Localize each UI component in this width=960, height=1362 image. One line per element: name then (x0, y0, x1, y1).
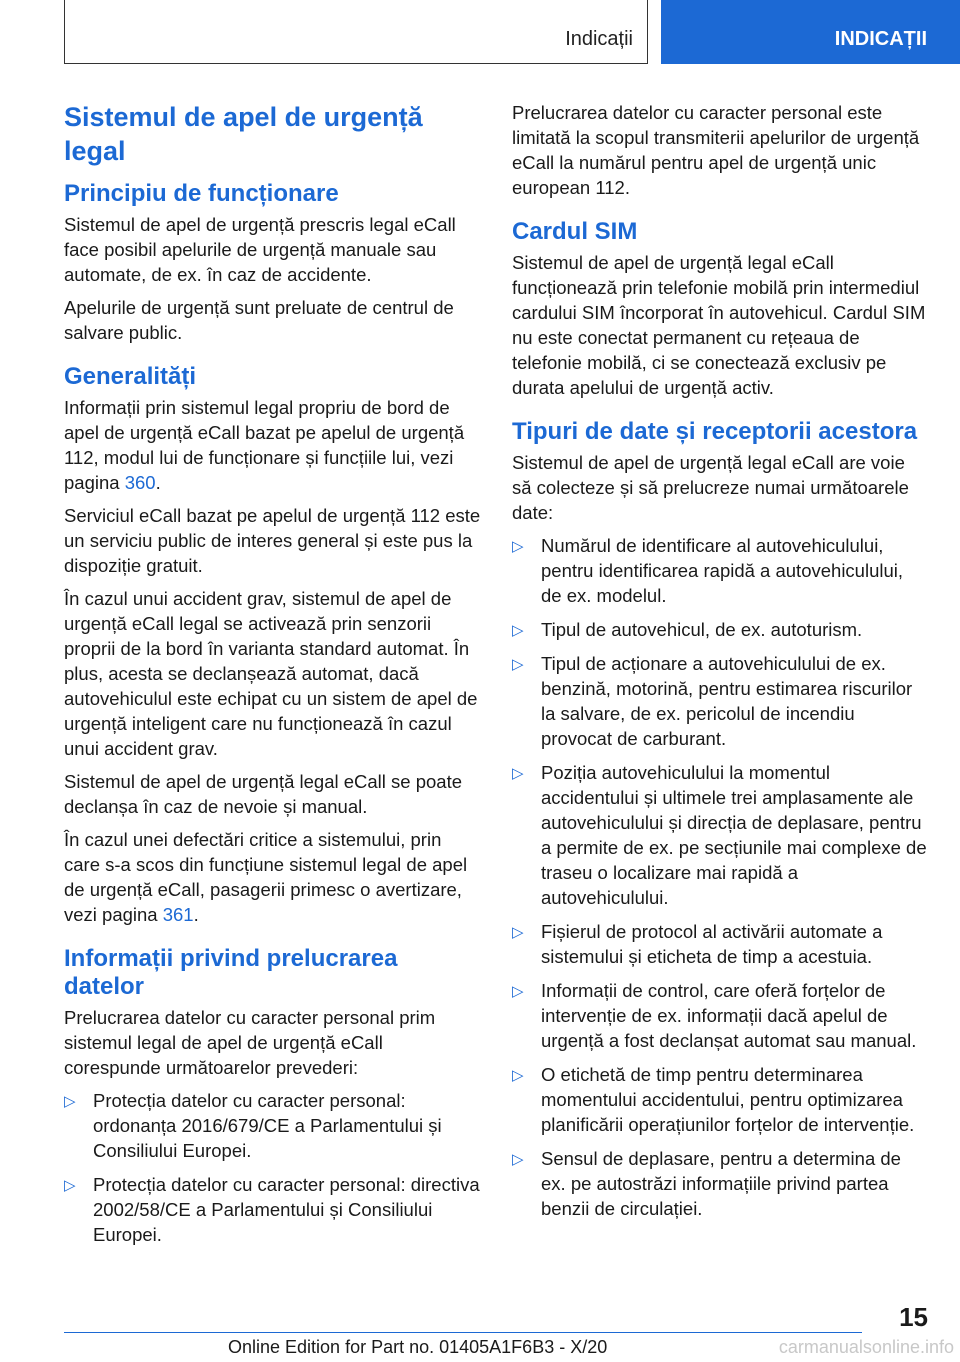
triangle-bullet-icon: ▷ (512, 924, 524, 941)
paragraph: Sistemul de apel de urgență legal eCall funcționează prin telefonie mobilă prin intermediul cardului SIM încorporat în autovehicul. Cardul SIM nu este conectat permanent cu rețeaua de telefonie mobilă, ci se conectează exclusiv pe durata apelului de urgență activ. (512, 252, 926, 398)
footer-divider (64, 1332, 862, 1333)
paragraph: Sistemul de apel de urgență legal eCall se poate declanșa în caz de nevoie și manual. (64, 771, 463, 817)
list-item (512, 919, 928, 969)
triangle-bullet-icon: ▷ (512, 983, 524, 1000)
paragraph: Serviciul eCall bazat pe apelul de urgență 112 este un serviciu public de interes general și este pus la dispoziție gratuit. (64, 505, 481, 576)
list-item-text: Tipul de acționare a autovehiculului de ex. benzină, motorină, pentru estimarea riscurilor la salvare, de ex. pericolul de incendiu provocat de carburant. (541, 653, 913, 749)
paragraph: Sistemul de apel de urgență legal eCall are voie să colecteze și să prelucreze numai următoarele date: (512, 452, 909, 523)
paragraph-text: În cazul unei defectări critice a sistemului, prin care s-a scos din funcțiune sistemul legal de apel de urgență eCall, pasagerii primesc o avertizare, vezi pagina (64, 829, 468, 925)
paragraph-text: . (193, 904, 199, 925)
header-chapter-label: INDICAȚII (834, 28, 927, 50)
paragraph: Sistemul de apel de urgență prescris legal eCall face posibil apelurile de urgență manuale sau automate, de ex. în caz de accidente. (64, 214, 456, 285)
list-item-text: Tipul de autovehicul, de ex. autoturism. (541, 619, 863, 640)
list-item (64, 1172, 482, 1247)
list-item (512, 617, 928, 642)
paragraph (64, 827, 482, 927)
section-principle (64, 180, 482, 345)
list-item-text: Numărul de identificare al autovehiculului, pentru identificarea rapidă a autovehiculului, de ex. modelul. (541, 535, 904, 606)
list-item-text: Sensul de deplasare, pentru a determina de ex. pe autostrăzi informațiile privind partea benzii de circulației. (541, 1148, 901, 1219)
paragraph: În cazul unui accident grav, sistemul de apel de urgență eCall legal se activează prin senzorii proprii de la bord în varianta standard automat. În plus, acesta se declanșează automat, dacă autovehiculul este echipat cu un sistem de apel de urgență inteligent care nu funcționează în cazul unui accident grav. (64, 588, 478, 759)
triangle-bullet-icon: ▷ (512, 765, 524, 782)
footer-edition: Online Edition for Part no. 01405A1F6B3 - X/20 (228, 1337, 608, 1357)
header-section-label: Indicații (565, 28, 633, 50)
page-link-361[interactable]: 361 (162, 904, 194, 925)
header-chapter-tab[interactable] (661, 0, 960, 64)
header-section-box (64, 0, 648, 64)
bullet-list (64, 1088, 482, 1247)
triangle-bullet-icon: ▷ (64, 1177, 76, 1194)
list-item (512, 1146, 928, 1221)
bullet-list (512, 533, 928, 1221)
section-heading: Informații privind prelucrarea datelor (64, 945, 398, 1000)
triangle-bullet-icon: ▷ (512, 1151, 524, 1168)
page-link-360[interactable]: 360 (124, 472, 156, 493)
section-heading: Tipuri de date și receptorii acestora (512, 418, 918, 445)
triangle-bullet-icon: ▷ (512, 656, 524, 673)
list-item (512, 1062, 928, 1137)
list-item (512, 533, 928, 608)
section-data-processing (64, 945, 482, 1247)
section-general (64, 363, 482, 927)
list-item (512, 760, 928, 910)
list-item-text: O etichetă de timp pentru determinarea momentului accidentului, pentru optimizarea planificării operațiunilor forțelor de intervenție. (541, 1064, 915, 1135)
page-header (0, 0, 960, 66)
list-item (512, 651, 928, 751)
section-heading: Cardul SIM (512, 218, 638, 245)
list-item-text: Protecția datelor cu caracter personal: ordonanța 2016/679/CE a Parlamentului și Consiliului Europei. (93, 1090, 442, 1161)
paragraph (64, 395, 482, 495)
paragraph-text: Informații prin sistemul legal propriu de bord de apel de urgență eCall bazat pe apelul de urgență 112, modul lui de funcționare și funcțiile lui, vezi pagina (64, 397, 465, 493)
right-column (512, 100, 928, 1239)
section-data-limit (512, 100, 928, 200)
list-item-text: Poziția autovehiculului la momentul accidentului și ultimele trei amplasamente ale autovehiculului și direcția de deplasare, pentru a permite de ex. pe secțiunile mai complexe de traseu o localizare mai rapidă a autovehiculului. (541, 762, 927, 908)
list-item-text: Fișierul de protocol al activării automate a sistemului și eticheta de timp a acestuia. (541, 921, 883, 967)
list-item (512, 978, 928, 1053)
paragraph: Apelurile de urgență sunt preluate de centrul de salvare public. (64, 297, 454, 343)
page-title: Sistemul de apel de urgență legal (64, 102, 423, 166)
triangle-bullet-icon: ▷ (512, 1067, 524, 1084)
section-heading: Generalități (64, 363, 197, 390)
paragraph: Prelucrarea datelor cu caracter personal prim sistemul legal de apel de urgență eCall corespunde următoarelor prevederi: (64, 1007, 436, 1078)
list-item-text: Informații de control, care oferă forțelor de intervenție de ex. informații dacă apelul de urgență a fost declanșat automat sau manual. (541, 980, 917, 1051)
section-data-types (512, 418, 928, 1221)
left-column (64, 100, 482, 1265)
paragraph-text: . (155, 472, 161, 493)
triangle-bullet-icon: ▷ (512, 622, 524, 639)
paragraph: Prelucrarea datelor cu caracter personal este limitată la scopul transmiterii apelurilor de urgență eCall la numărul pentru apel de urgență unic european 112. (512, 102, 920, 198)
triangle-bullet-icon: ▷ (512, 538, 524, 555)
section-sim-card (512, 218, 928, 400)
page-number: 15 (899, 1302, 928, 1332)
section-heading: Principiu de funcționare (64, 180, 339, 207)
watermark: carmanualsonline.info (778, 1337, 954, 1357)
list-item (64, 1088, 482, 1163)
list-item-text: Protecția datelor cu caracter personal: directiva 2002/58/CE a Parlamentului și Consiliului Europei. (93, 1174, 480, 1245)
triangle-bullet-icon: ▷ (64, 1093, 76, 1110)
